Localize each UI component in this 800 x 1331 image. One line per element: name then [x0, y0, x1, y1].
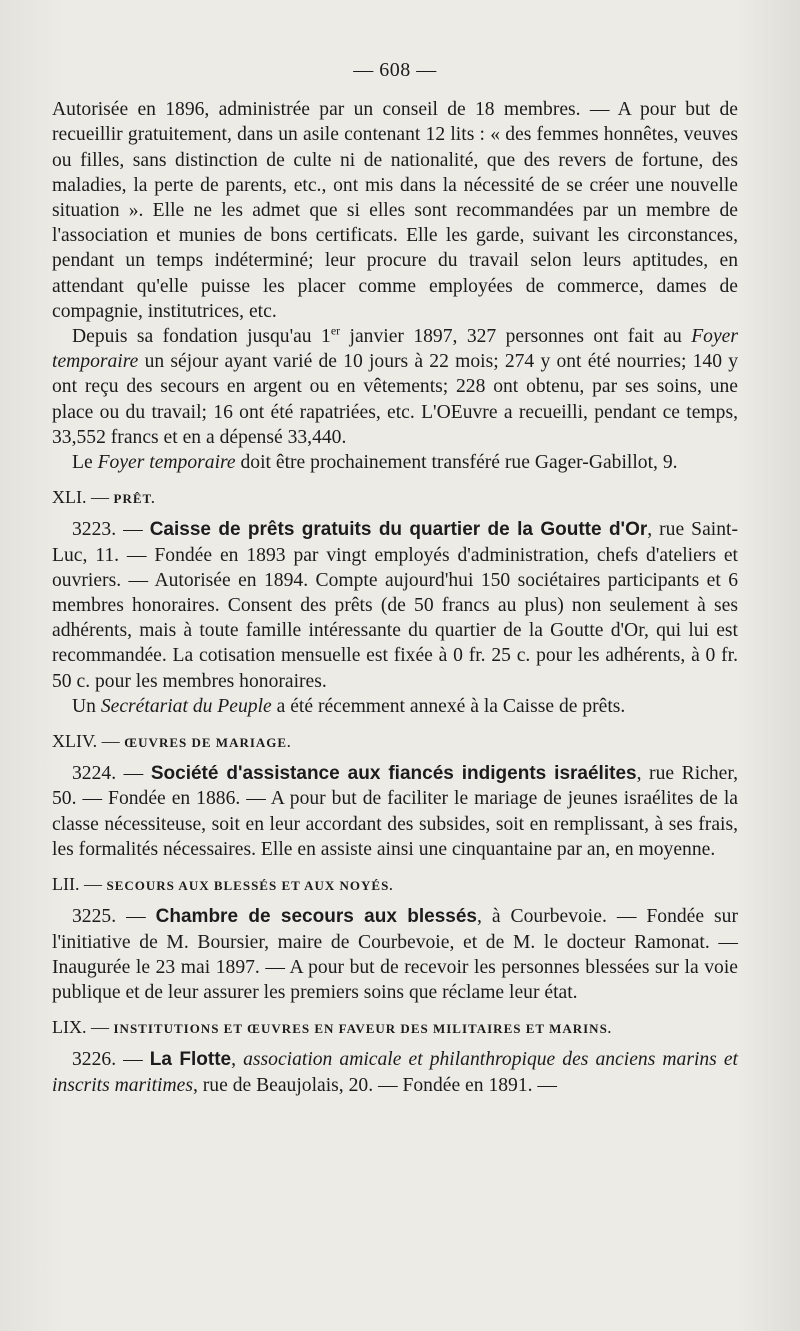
section-heading-militaires: LIX. — INSTITUTIONS ET ŒUVRES EN FAVEUR DES MILITAIRES ET MARINS. [52, 1017, 613, 1038]
entry-title: Caisse de prêts gratuits du quartier de la Goutte d'Or [149, 519, 648, 541]
entry-3226: 3226. — La Flotte, association amicale et philanthropique des anciens marins et inscrits maritimes, rue de Beaujolais, 20. — Fondée en 1891. — [52, 1049, 739, 1096]
page-number: — 608 — [353, 59, 437, 81]
entry-title: Chambre de secours aux blessés [155, 906, 477, 928]
paragraph-foyer-statistics: Depuis sa fondation jusqu'au 1er janvier 1897, 327 personnes ont fait au Foyer temporaire un séjour ayant varié de 10 jours à 22 mois; 274 y ont été nourries; 140 y ont reçu des secours en argent ou en vêtements; 228 ont obtenu, par ses soins, une place ou du travail; 16 ont été rapatriées, etc. L'OEuvre a recueilli, pendant ce temps, 33,552 francs et en a dépensé 33,440. [52, 323, 738, 448]
section-heading-secours: LII. — SECOURS AUX BLESSÉS ET AUX NOYÉS. [52, 874, 394, 895]
entry-3223: 3223. — Caisse de prêts gratuits du quartier de la Goutte d'Or, rue Saint-Luc, 11. — Fondée en 1893 par vingt employés d'administration, chefs d'ateliers et ouvriers. — Autorisée en 1894. Compte aujourd'hui 150 sociétaires participants et 6 membres honoraires. Consent des prêts (de 50 francs au plus) non seulement à ses adhérents, mais à toute famille intéressante du quartier de la Goutte d'Or, qui lui est recommandée. La cotisation mensuelle est fixée à 0 fr. 25 c. pour les adhérents, à 0 fr. 50 c. pour les membres honoraires. [52, 519, 738, 692]
section-heading-mariage: XLIV. — ŒUVRES DE MARIAGE. [52, 731, 292, 752]
entry-3225: 3225. — Chambre de secours aux blessés, à Courbevoie. — Fondée sur l'initiative de M. Boursier, maire de Courbevoie, et de M. le docteur Ramonat. — Inaugurée le 23 mai 1897. — A pour but de recevoir les personnes blessées sur la voie publique et de leur assurer les premiers soins que réclame leur état. [52, 906, 739, 1003]
entry-title: Société d'assistance aux fiancés indigents israélites [150, 763, 637, 785]
section-heading-pret: XLI. — PRÊT. [52, 487, 156, 508]
entry-3224: 3224. — Société d'assistance aux fiancés indigents israélites, rue Richer, 50. — Fondée en 1886. — A pour but de faciliter le mariage de jeunes israélites de la classe nécessiteuse, soit en leur accordant des subsides, soit en remplissant, à ses frais, les formalités nécessaires. Elle en assiste ainsi une cinquantaine par an, en moyenne. [52, 763, 738, 860]
paragraph-secretariat: Un Secrétariat du Peuple a été récemment annexé à la Caisse de prêts. [72, 695, 626, 717]
paragraph-foyer-transfer: Le Foyer temporaire doit être prochainement transféré rue Gager-Gabillot, 9. [72, 452, 678, 474]
paragraph-foyer-description: Autorisée en 1896, administrée par un conseil de 18 membres. — A pour but de recueillir gratuitement, dans un asile contenant 12 lits : « des femmes honnêtes, veuves ou filles, sans distinction de culte ni de nationalité, que des revers de fortune, des maladies, la perte de parents, etc., ont mis dans la nécessité de se créer une nouvelle situation ». Elle ne les admet que si elles sont recommandées par un membre de l'association et munies de bons certificats. Elle les garde, suivant les circonstances, pendant un temps indéterminé; leur procure du travail selon leurs aptitudes, en attendant qu'elle puisse les placer comme employées de commerce, dames de compagnie, institutrices, etc. [52, 99, 738, 322]
page-content [52, 58, 738, 1098]
entry-title: La Flotte [149, 1049, 232, 1071]
